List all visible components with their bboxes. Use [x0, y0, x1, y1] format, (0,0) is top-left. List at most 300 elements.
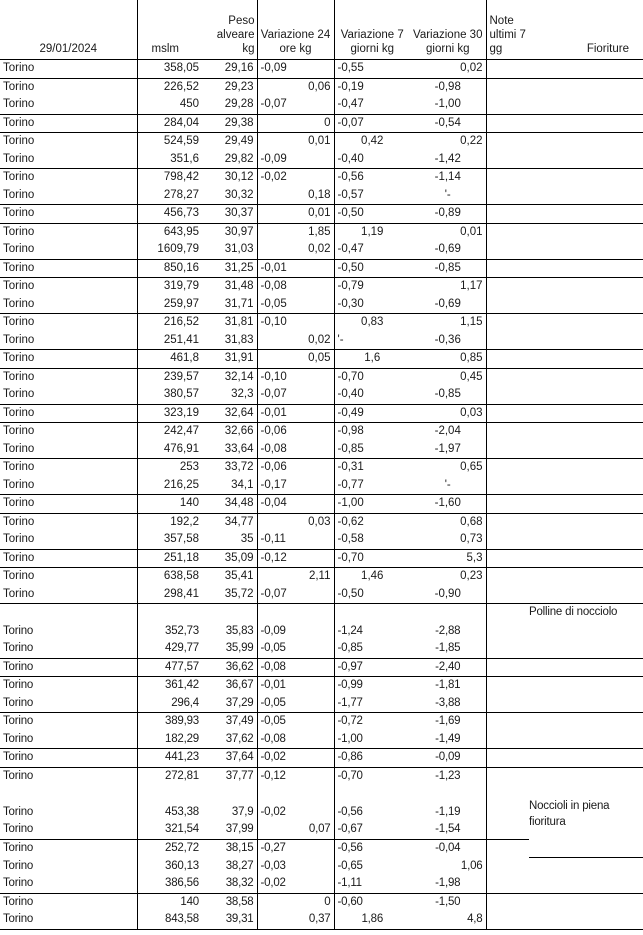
- weight-cell: 37,77: [202, 767, 257, 785]
- variation-30d-cell: 0,85: [410, 350, 486, 369]
- variation-24h-cell: 2,11: [257, 568, 334, 586]
- notes-cell: [486, 459, 529, 477]
- weight-cell: 34,77: [202, 513, 257, 531]
- variation-30d-cell: 0,22: [410, 133, 486, 151]
- notes-cell: [486, 169, 529, 187]
- variation-30d-cell: -1,00: [410, 96, 486, 114]
- altitude-cell: 429,77: [137, 640, 202, 658]
- location-cell: Torino: [0, 169, 137, 187]
- blooms-cell: [529, 259, 643, 278]
- blooms-cell: [529, 169, 643, 187]
- blooms-cell: [529, 875, 643, 893]
- table-row: [0, 531, 643, 549]
- variation-7d-cell: -0,50: [334, 259, 410, 278]
- altitude-cell: 386,56: [137, 875, 202, 893]
- weight-cell: 35,41: [202, 568, 257, 586]
- blooms-cell: [529, 205, 643, 224]
- blooms-cell: [529, 911, 643, 929]
- notes-cell: [486, 278, 529, 296]
- altitude-cell: 182,29: [137, 731, 202, 749]
- variation-24h-cell: 0: [257, 114, 334, 133]
- altitude-cell: 358,05: [137, 60, 202, 79]
- variation-24h-cell: -0,07: [257, 96, 334, 114]
- location-cell: Torino: [0, 441, 137, 459]
- table-row: [0, 151, 643, 169]
- table-row: [0, 857, 643, 875]
- variation-7d-cell: -0,70: [337, 769, 363, 782]
- table-row: [0, 713, 643, 731]
- location-cell: Torino: [0, 839, 137, 857]
- notes-cell: [486, 368, 529, 386]
- variation-24h-cell: -0,01: [257, 404, 334, 423]
- variation-24h-cell: -0,04: [257, 495, 334, 514]
- variation-30d-cell: -1,85: [410, 640, 486, 658]
- variation-24h-cell: -0,05: [257, 713, 334, 731]
- variation-7d-cell: -0,47: [334, 96, 410, 114]
- location-cell: Torino: [0, 386, 137, 404]
- weight-cell: 38,15: [202, 839, 257, 857]
- notes-cell: [486, 875, 529, 893]
- location-cell: Torino: [0, 875, 137, 893]
- table-row: [0, 350, 643, 369]
- altitude-cell: 450: [137, 96, 202, 114]
- table-row: [0, 695, 643, 713]
- variation-24h-cell: 0,02: [257, 332, 334, 350]
- weight-cell: 33,64: [202, 441, 257, 459]
- blooms-cell: [529, 133, 643, 151]
- header-date: 29/01/2024: [0, 0, 137, 60]
- altitude-cell: 259,97: [137, 296, 202, 314]
- notes-cell: [486, 259, 529, 278]
- weight-cell: 29,28: [202, 96, 257, 114]
- variation-24h-cell: -0,09: [257, 604, 334, 641]
- variation-7d-cell: -0,70: [337, 370, 364, 383]
- header-notes: Note ultimi 7 gg: [486, 0, 529, 60]
- location-cell: Torino: [0, 187, 137, 205]
- variation-30d-cell: -0,89: [410, 205, 486, 224]
- location-cell: Torino: [0, 223, 137, 241]
- weight-cell: 29,23: [202, 78, 257, 96]
- altitude-cell: 251,18: [137, 549, 202, 568]
- altitude-cell: 253: [179, 461, 199, 473]
- location-cell: Torino: [0, 96, 137, 114]
- variation-24h-cell: 0,18: [257, 187, 334, 205]
- weight-cell: 29,38: [202, 114, 257, 133]
- weight-cell: 31,71: [202, 296, 257, 314]
- location-cell: Torino: [0, 658, 137, 677]
- variation-24h-cell: 1,85: [257, 223, 334, 241]
- variation-30d-cell: -1,49: [410, 731, 486, 749]
- variation-24h-cell: -0,17: [257, 477, 334, 495]
- notes-cell: [486, 187, 529, 205]
- notes-cell: [486, 314, 529, 332]
- header-weight: Peso alveare kg: [202, 0, 257, 60]
- location-cell: Torino: [0, 151, 137, 169]
- variation-24h-cell: -0,05: [257, 296, 334, 314]
- blooms-cell: [529, 677, 643, 695]
- blooms-cell: [529, 423, 643, 441]
- location-cell: Torino: [0, 749, 137, 768]
- table-row: [0, 459, 643, 477]
- variation-30d-cell: -0,54: [410, 114, 486, 133]
- weight-cell: 35: [202, 531, 257, 549]
- variation-7d-cell: -0,56: [337, 171, 364, 183]
- variation-7d-cell: 0,42: [361, 135, 384, 147]
- variation-30d-cell: 0,02: [410, 60, 486, 79]
- variation-7d-cell: -1,24: [337, 624, 363, 637]
- notes-cell: [486, 568, 529, 586]
- table-row: [0, 241, 643, 259]
- variation-30d-cell: -1,60: [410, 495, 486, 514]
- location-cell: Torino: [0, 549, 137, 568]
- weight-cell: 30,97: [202, 223, 257, 241]
- notes-cell: [486, 513, 529, 531]
- variation-30d-cell: -0,98: [410, 78, 486, 96]
- weight-cell: 31,03: [202, 241, 257, 259]
- variation-24h-cell: 0,03: [257, 513, 334, 531]
- variation-30d-cell: 5,3: [410, 549, 486, 568]
- variation-7d-cell: -0,99: [337, 679, 363, 691]
- altitude-cell: 319,79: [163, 280, 199, 292]
- table-row: [0, 114, 643, 133]
- notes-cell: [486, 241, 529, 259]
- weight-cell: 32,14: [202, 368, 257, 386]
- variation-7d-cell: -1,77: [334, 695, 410, 713]
- blooms-cell: [529, 495, 643, 514]
- table-row: [0, 477, 643, 495]
- weight-cell: 29,49: [202, 133, 257, 151]
- blooms-cell: [529, 749, 643, 768]
- weight-cell: 29,16: [202, 60, 257, 79]
- table-row: [0, 278, 643, 296]
- location-cell: Torino: [0, 314, 137, 332]
- weight-cell: 32,64: [202, 404, 257, 423]
- altitude-cell: 272,81: [165, 769, 199, 782]
- table-row: [0, 187, 643, 205]
- table-row: [0, 893, 643, 911]
- altitude-cell: 798,42: [163, 171, 199, 183]
- variation-30d-cell: -3,88: [410, 695, 486, 713]
- variation-30d-cell: 0,45: [410, 368, 486, 386]
- variation-30d-cell: 0,65: [410, 459, 486, 477]
- variation-24h-cell: -0,11: [257, 531, 334, 549]
- blooms-cell: [529, 114, 643, 133]
- variation-24h-cell: -0,10: [257, 368, 334, 386]
- blooms-cell: [529, 586, 643, 604]
- variation-7d-cell: -1,00: [334, 495, 410, 514]
- weight-cell: 35,72: [202, 586, 257, 604]
- notes-cell: [486, 785, 529, 821]
- notes-cell: [486, 495, 529, 514]
- variation-7d-cell: -0,62: [337, 515, 364, 528]
- altitude-cell: 239,57: [163, 370, 199, 383]
- variation-30d-cell: -2,40: [410, 658, 486, 677]
- variation-30d-cell: -1,23: [410, 767, 486, 785]
- location-cell: Torino: [0, 785, 137, 821]
- altitude-cell: 351,6: [137, 151, 202, 169]
- variation-24h-cell: 0,02: [257, 241, 334, 259]
- notes-cell: [486, 911, 529, 929]
- altitude-cell: 251,41: [137, 332, 202, 350]
- location-cell: Torino: [0, 459, 137, 477]
- altitude-cell: 323,19: [137, 404, 202, 423]
- location-cell: Torino: [0, 586, 137, 604]
- variation-30d-cell: 0,68: [410, 513, 486, 531]
- blooms-cell: [529, 314, 643, 332]
- variation-7d-cell: -0,47: [334, 241, 410, 259]
- variation-30d-cell: 0,23: [410, 568, 486, 586]
- table-body: [0, 60, 643, 930]
- variation-24h-cell: 0,06: [257, 78, 334, 96]
- blooms-cell: [529, 78, 643, 96]
- location-cell: Torino: [0, 477, 137, 495]
- weight-cell: 37,49: [202, 713, 257, 731]
- weight-cell: 37,29: [202, 695, 257, 713]
- location-cell: Torino: [0, 531, 137, 549]
- weight-cell: 39,31: [202, 911, 257, 929]
- blooms-cell: [529, 441, 643, 459]
- variation-30d-cell: -1,97: [410, 441, 486, 459]
- altitude-cell: 296,4: [137, 695, 202, 713]
- variation-7d-cell: -0,31: [337, 461, 364, 473]
- altitude-cell: 216,25: [137, 477, 202, 495]
- notes-cell: [486, 731, 529, 749]
- variation-30d-cell: -1,50: [410, 893, 486, 911]
- weight-cell: 38,58: [202, 893, 257, 911]
- altitude-cell: 477,57: [137, 658, 202, 677]
- weight-cell: 31,48: [202, 278, 257, 296]
- location-cell: Torino: [0, 114, 137, 133]
- altitude-cell: 638,58: [163, 570, 199, 582]
- altitude-cell: 441,23: [137, 749, 202, 768]
- variation-30d-cell: 1,15: [410, 314, 486, 332]
- variation-30d-cell: '-: [410, 187, 486, 205]
- notes-cell: [486, 658, 529, 677]
- variation-30d-cell: -1,98: [410, 875, 486, 893]
- location-cell: Torino: [0, 60, 137, 79]
- variation-7d-cell: -0,86: [334, 749, 410, 768]
- variation-7d-cell: -0,49: [334, 404, 410, 423]
- blooms-cell: [529, 187, 643, 205]
- notes-cell: [486, 60, 529, 79]
- blooms-cell: [529, 386, 643, 404]
- location-cell: Torino: [0, 495, 137, 514]
- notes-cell: [486, 350, 529, 369]
- variation-30d-cell: -0,04: [410, 839, 486, 857]
- altitude-cell: 284,04: [137, 114, 202, 133]
- altitude-cell: 278,27: [137, 187, 202, 205]
- variation-30d-cell: 4,8: [410, 911, 486, 929]
- notes-cell: [486, 223, 529, 241]
- variation-7d-cell: -0,07: [334, 114, 410, 133]
- variation-7d-cell: -0,56: [337, 841, 363, 854]
- variation-30d-cell: 0,01: [410, 223, 486, 241]
- notes-cell: [486, 404, 529, 423]
- variation-24h-cell: -0,02: [257, 785, 334, 821]
- variation-24h-cell: -0,03: [257, 857, 334, 875]
- weight-cell: 36,62: [202, 658, 257, 677]
- weight-cell: 36,67: [202, 677, 257, 695]
- variation-7d-cell: -1,00: [334, 731, 410, 749]
- table-row: [0, 549, 643, 568]
- table-row: [0, 749, 643, 768]
- variation-24h-cell: -0,02: [257, 749, 334, 768]
- header-variation-30d: Variazione 30 giorni kg: [410, 0, 486, 60]
- variation-7d-cell: -0,70: [334, 549, 410, 568]
- altitude-cell: 140: [137, 495, 202, 514]
- table-row: [0, 677, 643, 695]
- weight-cell: 38,32: [202, 875, 257, 893]
- location-cell: Torino: [0, 78, 137, 96]
- notes-cell: [486, 839, 529, 857]
- variation-30d-cell: -0,69: [410, 241, 486, 259]
- variation-7d-cell: -0,85: [334, 441, 410, 459]
- notes-cell: [486, 677, 529, 695]
- altitude-cell: 226,52: [163, 80, 199, 93]
- table-row: [0, 223, 643, 241]
- location-cell: Torino: [0, 404, 137, 423]
- blooms-cell: [529, 332, 643, 350]
- variation-7d-cell: -0,30: [334, 296, 410, 314]
- weight-cell: 31,91: [202, 350, 257, 369]
- variation-7d-cell: -0,57: [334, 187, 410, 205]
- blooms-cell: [529, 241, 643, 259]
- weight-cell: 37,62: [202, 731, 257, 749]
- altitude-cell: 298,41: [137, 586, 202, 604]
- variation-24h-cell: -0,12: [257, 549, 334, 568]
- variation-24h-cell: 0,37: [257, 911, 334, 929]
- table-row: [0, 205, 643, 224]
- notes-cell: [486, 332, 529, 350]
- table-row: [0, 332, 643, 350]
- variation-7d-cell: -0,50: [334, 586, 410, 604]
- blooms-cell: [529, 404, 643, 423]
- location-cell: Torino: [0, 278, 137, 296]
- variation-24h-cell: -0,27: [257, 839, 334, 857]
- weight-cell: 34,1: [202, 477, 257, 495]
- weight-cell: 32,3: [202, 386, 257, 404]
- variation-24h-cell: -0,07: [257, 386, 334, 404]
- table-row: [0, 368, 643, 386]
- table-row: [0, 568, 643, 586]
- altitude-cell: 850,16: [137, 259, 202, 278]
- variation-24h-cell: -0,09: [257, 151, 334, 169]
- location-cell: Torino: [0, 513, 137, 531]
- blooms-cell: [529, 350, 643, 369]
- variation-30d-cell: -2,88: [410, 604, 486, 641]
- table-row: [0, 296, 643, 314]
- variation-7d-cell: -0,67: [334, 821, 410, 839]
- notes-cell: [486, 549, 529, 568]
- notes-cell: [486, 477, 529, 495]
- location-cell: Torino: [0, 821, 137, 839]
- header-variation-24h: Variazione 24 ore kg: [257, 0, 334, 60]
- altitude-cell: 352,73: [165, 624, 199, 637]
- weight-cell: 33,72: [202, 459, 257, 477]
- table-row: [0, 133, 643, 151]
- blooms-cell: [529, 857, 643, 875]
- variation-7d-cell: -0,55: [334, 60, 410, 79]
- location-cell: Torino: [0, 368, 137, 386]
- altitude-cell: 453,38: [165, 805, 199, 818]
- location-cell: Torino: [0, 133, 137, 151]
- blooms-cell: [529, 278, 643, 296]
- altitude-cell: 192,2: [170, 515, 199, 528]
- variation-24h-cell: -0,10: [257, 314, 334, 332]
- blooms-cell: [529, 695, 643, 713]
- location-cell: Torino: [0, 568, 137, 586]
- altitude-cell: 461,8: [137, 350, 202, 369]
- variation-7d-cell: 1,46: [361, 570, 384, 582]
- variation-30d-cell: -0,69: [410, 296, 486, 314]
- notes-cell: [486, 133, 529, 151]
- variation-7d-cell: -0,58: [334, 531, 410, 549]
- location-cell: Torino: [0, 205, 137, 224]
- variation-7d-cell: 1,6: [334, 350, 410, 369]
- variation-30d-cell: -0,09: [410, 749, 486, 768]
- altitude-cell: 357,58: [137, 531, 202, 549]
- variation-7d-cell: -0,65: [337, 859, 363, 872]
- location-cell: Torino: [0, 259, 137, 278]
- variation-30d-cell: -2,04: [410, 423, 486, 441]
- weight-cell: 31,81: [202, 314, 257, 332]
- variation-24h-cell: 0,01: [257, 133, 334, 151]
- blooms-cell: [529, 568, 643, 586]
- altitude-cell: 1609,79: [137, 241, 202, 259]
- variation-24h-cell: 0,01: [257, 205, 334, 224]
- variation-30d-cell: 1,17: [410, 278, 486, 296]
- weight-cell: 35,09: [202, 549, 257, 568]
- location-cell: Torino: [0, 423, 137, 441]
- altitude-cell: 361,42: [165, 679, 199, 691]
- variation-7d-cell: -0,77: [334, 477, 410, 495]
- notes-cell: [486, 531, 529, 549]
- variation-30d-cell: -1,81: [410, 677, 486, 695]
- table-row: [0, 404, 643, 423]
- notes-cell: [486, 695, 529, 713]
- location-cell: Torino: [0, 677, 137, 695]
- variation-7d-cell: -0,79: [337, 280, 364, 292]
- variation-30d-cell: -1,69: [410, 713, 486, 731]
- location-cell: Torino: [0, 713, 137, 731]
- variation-30d-cell: 1,06: [410, 857, 486, 875]
- variation-24h-cell: -0,05: [257, 640, 334, 658]
- notes-cell: [486, 640, 529, 658]
- table-row: [0, 423, 643, 441]
- altitude-cell: 843,58: [137, 911, 202, 929]
- weight-cell: 37,9: [202, 785, 257, 821]
- notes-cell: [486, 893, 529, 911]
- variation-30d-cell: -0,36: [410, 332, 486, 350]
- blooms-cell: [529, 658, 643, 677]
- header-variation-7d: Variazione 7 giorni kg: [334, 0, 410, 60]
- notes-cell: [486, 78, 529, 96]
- variation-7d-cell: -0,50: [334, 205, 410, 224]
- weight-cell: 34,48: [202, 495, 257, 514]
- variation-24h-cell: -0,06: [257, 459, 334, 477]
- variation-7d-cell: 1,19: [361, 225, 384, 238]
- variation-7d-cell: -0,40: [334, 386, 410, 404]
- altitude-cell: 140: [180, 895, 199, 908]
- altitude-cell: 380,57: [137, 386, 202, 404]
- altitude-cell: 242,47: [163, 425, 199, 437]
- blooms-cell: [529, 459, 643, 477]
- weight-cell: 37,99: [202, 821, 257, 839]
- variation-30d-cell: -0,85: [410, 259, 486, 278]
- variation-24h-cell: -0,07: [257, 586, 334, 604]
- weight-cell: 37,64: [202, 749, 257, 768]
- variation-30d-cell: '-: [410, 477, 486, 495]
